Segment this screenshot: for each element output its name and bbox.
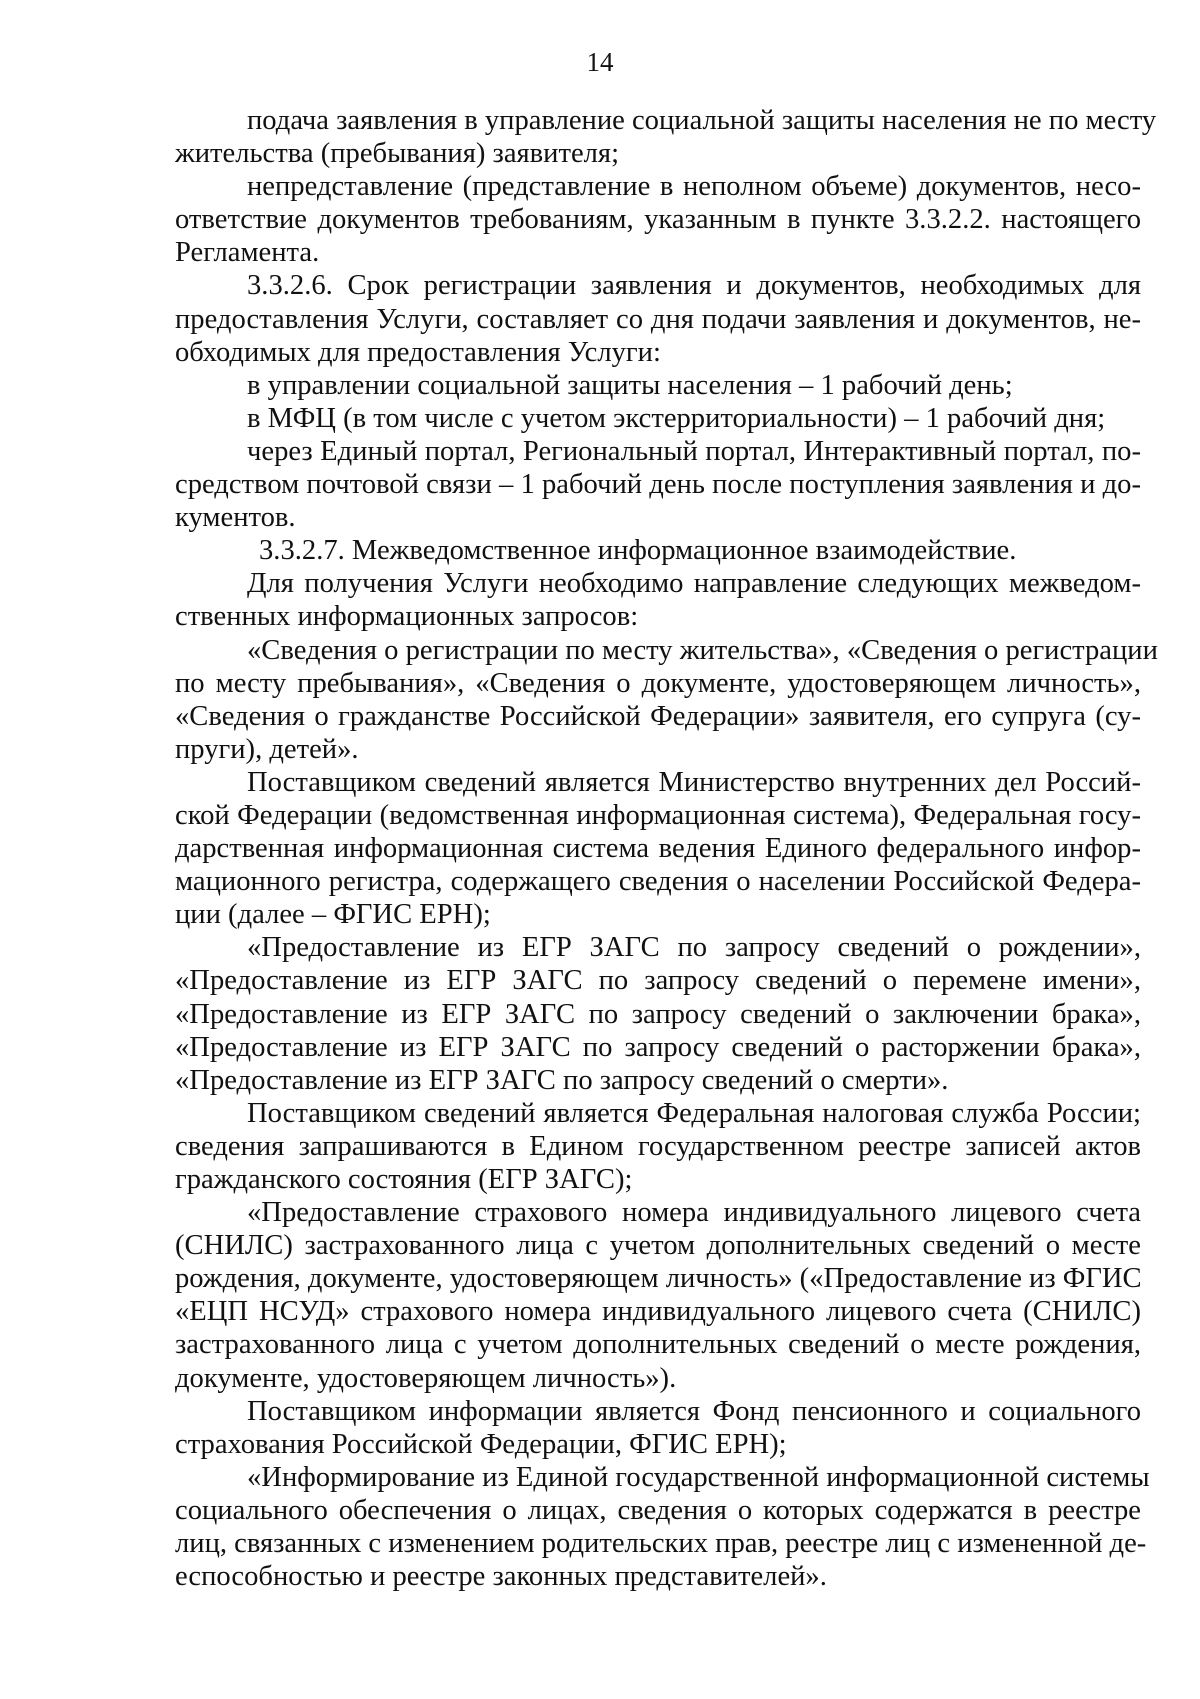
paragraph-line: кументов. [175, 502, 296, 534]
paragraph-line: Поставщиком информации является Фонд пенсионного и социального [247, 1395, 1141, 1427]
paragraph-line: ции (далее – ФГИС ЕРН); [175, 899, 491, 931]
paragraph-line: «Предоставление из ЕГР ЗАГС по запросу сведений о смерти». [175, 1064, 949, 1096]
paragraph-line: застрахованного лица с учетом дополнительных сведений о месте рождения, [175, 1329, 1141, 1361]
paragraph-line: «Предоставление из ЕГР ЗАГС по запросу сведений о расторжении брака», [175, 1031, 1141, 1063]
paragraph-line: средством почтовой связи – 1 рабочий день после поступления заявления и до- [175, 469, 1141, 501]
paragraph-line: в управлении социальной защиты населения – 1 рабочий день; [247, 369, 1013, 401]
paragraph [175, 931, 1141, 1096]
paragraph [175, 634, 1158, 766]
paragraph-line: сведения запрашиваются в Едином государственном реестре записей актов [175, 1130, 1141, 1162]
paragraph-line: 3.3.2.7. Межведомственное информационное взаимодействие. [259, 535, 1017, 567]
paragraph-line: документе, удостоверяющем личность»). [175, 1362, 677, 1394]
paragraph [175, 104, 1157, 170]
paragraph-line: «Предоставление из ЕГР ЗАГС по запросу сведений о перемене имени», [175, 965, 1141, 997]
paragraph-line: «Информирование из Единой государственной информационной системы [247, 1461, 1150, 1493]
paragraph-line: жительства (пребывания) заявителя; [175, 138, 620, 170]
paragraph [175, 1461, 1150, 1593]
paragraph-line: Поставщиком сведений является Министерство внутренних дел Россий- [247, 766, 1141, 798]
paragraph-line: через Единый портал, Региональный портал, Интерактивный портал, по- [247, 435, 1141, 467]
paragraph [175, 402, 1141, 435]
paragraph [175, 567, 1141, 633]
paragraph [175, 269, 1141, 368]
paragraph [175, 766, 1141, 931]
paragraph-line: гражданского состояния (ЕГР ЗАГС); [175, 1164, 633, 1195]
paragraph [175, 435, 1141, 534]
paragraph-line: ственных информационных запросов: [175, 601, 639, 633]
paragraph-line: социального обеспечения о лицах, сведения о которых содержатся в реестре [175, 1494, 1141, 1526]
paragraph-line: мационного регистра, содержащего сведения о населении Российской Федера- [175, 866, 1141, 898]
paragraph-line: в МФЦ (в том числе с учетом экстерриториальности) – 1 рабочий дня; [247, 402, 1106, 434]
paragraph-line: 3.3.2.6. Срок регистрации заявления и документов, необходимых для [247, 270, 1141, 302]
paragraph [175, 534, 1141, 567]
paragraph-line: «Сведения о регистрации по месту жительства», «Сведения о регистрации [247, 634, 1158, 666]
paragraph-line: ответствие документов требованиям, указанным в пункте 3.3.2.2. настоящего [175, 204, 1141, 236]
paragraph-line: обходимых для предоставления Услуги: [175, 336, 661, 368]
paragraph-line: (СНИЛС) застрахованного лица с учетом дополнительных сведений о месте [175, 1230, 1141, 1262]
paragraph-line: непредставление (представление в неполном объеме) документов, несо- [247, 171, 1141, 203]
paragraph-line: «ЕЦП НСУД» страхового номера индивидуального лицевого счета (СНИЛС) [175, 1296, 1141, 1328]
paragraph [175, 1097, 1141, 1196]
paragraph-line: Для получения Услуги необходимо направление следующих межведом- [247, 568, 1141, 600]
paragraph-line: по месту пребывания», «Сведения о документе, удостоверяющем личность», [175, 667, 1141, 699]
paragraph-line: предоставления Услуги, составляет со дня подачи заявления и документов, не- [175, 303, 1141, 335]
paragraph [175, 170, 1141, 269]
paragraph-line: еспособностью и реестре законных представителей». [175, 1561, 827, 1593]
paragraph [175, 369, 1141, 402]
document-body [175, 104, 1158, 1593]
page-number: 14 [586, 47, 614, 77]
paragraph-line: Регламента. [175, 237, 320, 269]
paragraph-line: дарственная информационная система ведения Единого федерального инфор- [175, 833, 1141, 865]
paragraph-line: рождения, документе, удостоверяющем личность» («Предоставление из ФГИС [175, 1263, 1142, 1295]
paragraph-line: пруги), детей». [175, 733, 359, 765]
paragraph-line: «Предоставление из ЕГР ЗАГС по запросу сведений о заключении брака», [175, 998, 1141, 1030]
paragraph-line: страхования Российской Федерации, ФГИС ЕРН); [175, 1428, 787, 1460]
paragraph-line: Поставщиком сведений является Федеральная налоговая служба России; [247, 1097, 1141, 1129]
paragraph [175, 1395, 1141, 1461]
paragraph-line: «Предоставление из ЕГР ЗАГС по запросу сведений о рождении», [247, 932, 1141, 964]
paragraph-line: «Сведения о гражданстве Российской Федерации» заявителя, его супруга (су- [175, 700, 1141, 732]
paragraph [175, 1196, 1141, 1395]
paragraph-line: «Предоставление страхового номера индивидуального лицевого счета [247, 1197, 1141, 1229]
paragraph-line: лиц, связанных с изменением родительских прав, реестре лиц с измененной де- [175, 1528, 1147, 1560]
paragraph-line: ской Федерации (ведомственная информационная система), Федеральная госу- [175, 799, 1141, 831]
paragraph-line: подача заявления в управление социальной защиты населения не по месту [247, 105, 1157, 136]
